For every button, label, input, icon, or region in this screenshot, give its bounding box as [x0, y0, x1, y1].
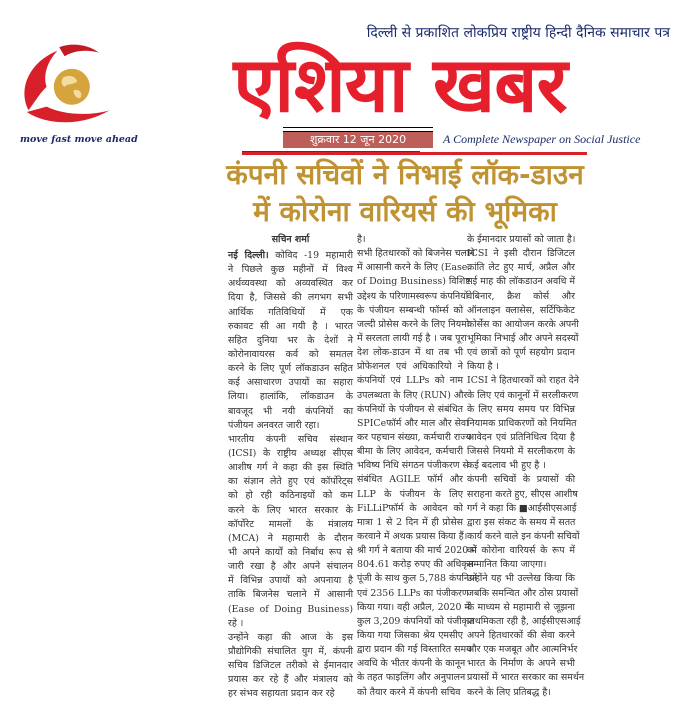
article-text-line: प्रयासों में भारत सरकार का समर्थन — [467, 672, 585, 684]
article-text-line: भविष्य निधि संगठन पंजीकरण से — [357, 460, 469, 472]
masthead-tagline: दिल्ली से प्रकाशित लोकप्रिय राष्ट्रीय हिन्दी दैनिक समाचार पत्र — [366, 25, 670, 41]
article-text-line: हर संभव सहायता प्रदान कर रहे — [228, 688, 335, 700]
article-text-line: उन्होंने यह भी उल्लेख किया कि — [467, 573, 575, 585]
article-text-line: कॉर्पोरेट मामलों के मंत्रालय — [228, 518, 353, 530]
red-rule-divider — [242, 152, 587, 155]
article-text-line: भारत के निर्माण के अपने सभी — [467, 658, 575, 670]
article-text-line: भी अपने कार्यों को निर्बाध रूप से — [228, 546, 353, 558]
article-text-line: कई बदलाव भी हुए है । — [467, 460, 546, 472]
article-text-line: द्वारा इस संकट के समय में सतत — [467, 516, 576, 528]
article-text-line: अवधि के भीतर कंपनी के कानून — [357, 658, 466, 670]
article-text-line: प्राथमिकता रही है, आईसीएसआई — [467, 615, 581, 627]
article-text-line: जबकि समन्वित और ठोस प्रयासों — [467, 587, 579, 599]
article-text-line: देश लोक-डाउन में था तब भी — [357, 347, 463, 359]
article-text-line: 804.61 करोड़ रुपए की अधिकृत — [357, 559, 474, 571]
article-text-line: नियामक प्राधिकरणों को नियमित — [467, 417, 577, 429]
article-text-line: FiLLiPफॉर्म के आवेदन को — [357, 502, 463, 514]
article-text-line: का संज्ञान लेते हुए एवं कॉर्पोरेट्स — [228, 476, 353, 488]
article-text-line: अर्थव्यवस्था को अव्यवस्थित कर — [228, 278, 353, 290]
article-text-line: में आसानी करने के लिए (Ease — [357, 262, 468, 274]
article-text-line: SPICeफॉर्म और माल और सेवा — [357, 417, 469, 429]
article-text-line: आशीष गर्ग ने कहा की इस स्थिति — [228, 462, 353, 474]
article-text-line: को कोरोना वारियर्स के रूप में — [467, 545, 575, 557]
article-text-line: को तैयार करने में कंपनी सचिव — [357, 686, 461, 698]
article-text-line: (Ease of Doing Business) — [228, 603, 353, 615]
article-text-line: वेबिनार, क्रैश कोर्स और — [467, 290, 575, 302]
article-text-line: कंपनी सचिवों के प्रयासों की — [467, 474, 575, 486]
article-text-line: संबंधित AGILE फॉर्म और — [357, 474, 463, 486]
article-text-line: उद्देश्य के परिणामस्वरूप कंपनियों — [357, 290, 469, 302]
article-text-line: ताकि बिजनेस चलाने में आसानी — [228, 589, 353, 601]
article-column-2 — [357, 233, 477, 700]
article-text-line: में सरलता लायी गई है । जब पूरा — [357, 332, 467, 344]
article-text-line: भारतीय कंपनी सचिव संस्थान — [228, 433, 353, 445]
article-text-line: ICSI ने इसी दौरान डिजिटल — [467, 248, 575, 260]
article-text-line: के तहत फाइलिंग और अनुपालन — [357, 672, 466, 684]
article-text-line: आर्थिक गतिविधियों में एक — [228, 306, 353, 318]
article-text-line: पूंजी के साथ कुल 5,788 कंपनियों — [357, 573, 477, 585]
article-text-line: के ईमानदार प्रयासों को जाता है। — [467, 234, 576, 245]
byline: सचिन शर्मा — [271, 234, 310, 245]
article-text-line: कार्य करने वाले इन कंपनी सचिवों — [467, 530, 580, 542]
article-text: कोविद -19 महामारी — [268, 250, 353, 261]
article-text-line: कुल 3,209 कंपनियों को पंजीकृत — [357, 615, 475, 627]
article-text-line: ICSI ने हितधारकों को राहत देने — [467, 375, 579, 387]
article-text-line: कोर्सेस का आयोजन करके अपनी — [467, 318, 579, 330]
article-text-line: रुकावट सी आ गयी है । भारत — [228, 320, 353, 332]
article-text-line: जल्दी प्रोसेस करने के लिए नियमो — [357, 318, 470, 330]
article-text-line: उपलब्धता के लिए (RUN) और — [357, 389, 468, 401]
article-text-line: कंपनियों एवं LLPs को नाम — [357, 375, 463, 387]
article-text-line: ऑनलाइन क्लासेस, सर्टिफिकेट — [467, 304, 575, 316]
article-text-line: के लिए एवं कानूनों में सरलीकरण — [467, 389, 579, 401]
article-text-line: गर्ग ने कहा कि ■आईसीएसआई — [467, 502, 577, 514]
article-text-line: दिया है, जिससे की लगभग सभी — [228, 292, 353, 304]
article-text-line: के पंजीयन सम्बन्धी फॉर्म्स को — [357, 304, 463, 316]
article-text-line: कंपनियों के पंजीयन से संबंधित — [357, 403, 463, 415]
article-text-line: जारी रखा है और अपने संचालन — [228, 561, 353, 573]
article-text-line: सम्मानित किया जाएगा। — [467, 559, 547, 571]
article-text-line: कोरोनावायरस कर्व को समतल — [228, 348, 353, 360]
article-text-line: सराहना करते हुए, सीएस आशीष — [467, 488, 578, 500]
headline-line-2: में कोरोना वारियर्स की भूमिका — [253, 195, 557, 228]
article-text-line: एवं छात्रों को पूर्ण सहयोग प्रदान — [467, 347, 575, 359]
issue-date: शुक्रवार 12 जून 2020 — [283, 132, 433, 148]
article-text-line: (MCA) ने महामारी के दौरान — [228, 532, 353, 544]
article-text-line: क्रांति लेट हुए मार्च, अप्रैल और — [467, 262, 575, 274]
article-text-line: ने पिछले कुछ महीनों में विश्व — [228, 264, 353, 276]
article-text-line: (ICSI) के राष्ट्रीय अध्यक्ष सीएस — [228, 447, 353, 459]
article-text-line: और एक मजबूत और आत्मनिर्भर — [467, 644, 578, 656]
article-text-line: लिया। हालांकि, लॉकडाउन के — [228, 391, 353, 403]
dateline: नई दिल्ली। — [228, 250, 269, 261]
article-text-line — [228, 249, 353, 263]
article-text-line: को हो रही कठिनाइयों को कम — [228, 490, 353, 502]
article-column-1 — [228, 233, 353, 702]
article-text-line: के माध्यम से महामारी से जूझना — [467, 601, 575, 613]
article-text-line: सचिव डिजिटल तरीको से ईमानदार — [228, 660, 353, 672]
article-text-line: आवेदन एवं प्रतिनिधित्व दिया है — [467, 431, 575, 443]
article-text-line: प्रयास कर रहे हैं और मंत्रालय को — [228, 674, 353, 686]
article-text-line: बीमा के लिए आवेदन, कर्मचारी — [357, 446, 463, 458]
article-text-line: है। — [357, 234, 366, 245]
newspaper-title: एशिया खबर — [233, 40, 567, 129]
article-text-line: करने के लिए प्रतिबद्ध है। — [467, 686, 551, 698]
headline-line-1: कंपनी सचिवों ने निभाई लॉक-डाउन — [226, 158, 584, 191]
article-text-line: of Doing Business) विशिष्ट — [357, 276, 471, 288]
article-text-line: किया गया। वही अप्रैल, 2020 में — [357, 601, 471, 613]
logo-motto: move fast move ahead — [20, 134, 138, 145]
article-text-line: करने के लिए भारत सरकार के — [228, 504, 353, 516]
article-text-line: एवं 2356 LLPs का पंजीकरण — [357, 587, 469, 599]
article-text-line: प्रोफेशनल एवं अधिकारियो ने — [357, 361, 463, 373]
newspaper-subtitle: A Complete Newspaper on Social Justice — [443, 132, 641, 146]
article-text-line: LLP के पंजीयन के लिए — [357, 488, 463, 500]
article-text-line: जिससे नियमो में सरलीकरण के — [467, 446, 575, 458]
article-text-line: बावजूद भी नयी कंपनियों का — [228, 405, 353, 417]
article-column-3 — [467, 233, 585, 700]
article-text-line: कई असाधारण उपायों का सहारा — [228, 377, 353, 389]
article-text-line: भूमिका निभाई और अपने सदस्यों — [467, 332, 579, 344]
article-text-line: पंजीयन अनवरत जारी रहा। — [228, 419, 320, 431]
article-text-line: द्वारा प्रदान की गई विस्तारित समय — [357, 644, 472, 656]
article-text-line: प्रौद्योगिकी संचालित युग में, कंपनी — [228, 645, 353, 657]
article-text-line: के लिए समय समय पर विभिन्न — [467, 403, 575, 415]
article-text-line: उन्होंने कहा की आज के इस — [228, 631, 353, 643]
article-text-line: सभी हितधारकों को बिजनेस चलाने — [357, 248, 475, 260]
article-text-line: सहित दुनिया भर के देशों ने — [228, 334, 353, 346]
article-text-line: मात्रा 1 से 2 दिन में ही प्रोसेस — [357, 516, 463, 528]
article-text-line: मई माह की लॉकडाउन अवधि में — [467, 276, 575, 288]
article-text-line: किया है । — [467, 361, 499, 373]
article-text-line: करने के लिए पूर्ण लॉकडाउन सहित — [228, 363, 353, 375]
article-text-line: रहे । — [228, 617, 244, 629]
article-text-line: किया गया जिसका श्रेय एमसीए — [357, 629, 463, 641]
article-text-line: कर पहचान संख्या, कर्मचारी राज्य — [357, 431, 472, 443]
article-text-line: श्री गर्ग ने बताया की मार्च 2020 में — [357, 545, 477, 557]
article-text-line: अपने हितधारकों की सेवा करने — [467, 629, 575, 641]
article-text-line: में विभिन्न उपायों को अपनाया है — [228, 575, 353, 587]
newspaper-logo-icon — [14, 40, 126, 130]
article-text-line: करवाने में अथक प्रयास किया हैं। — [357, 530, 468, 542]
